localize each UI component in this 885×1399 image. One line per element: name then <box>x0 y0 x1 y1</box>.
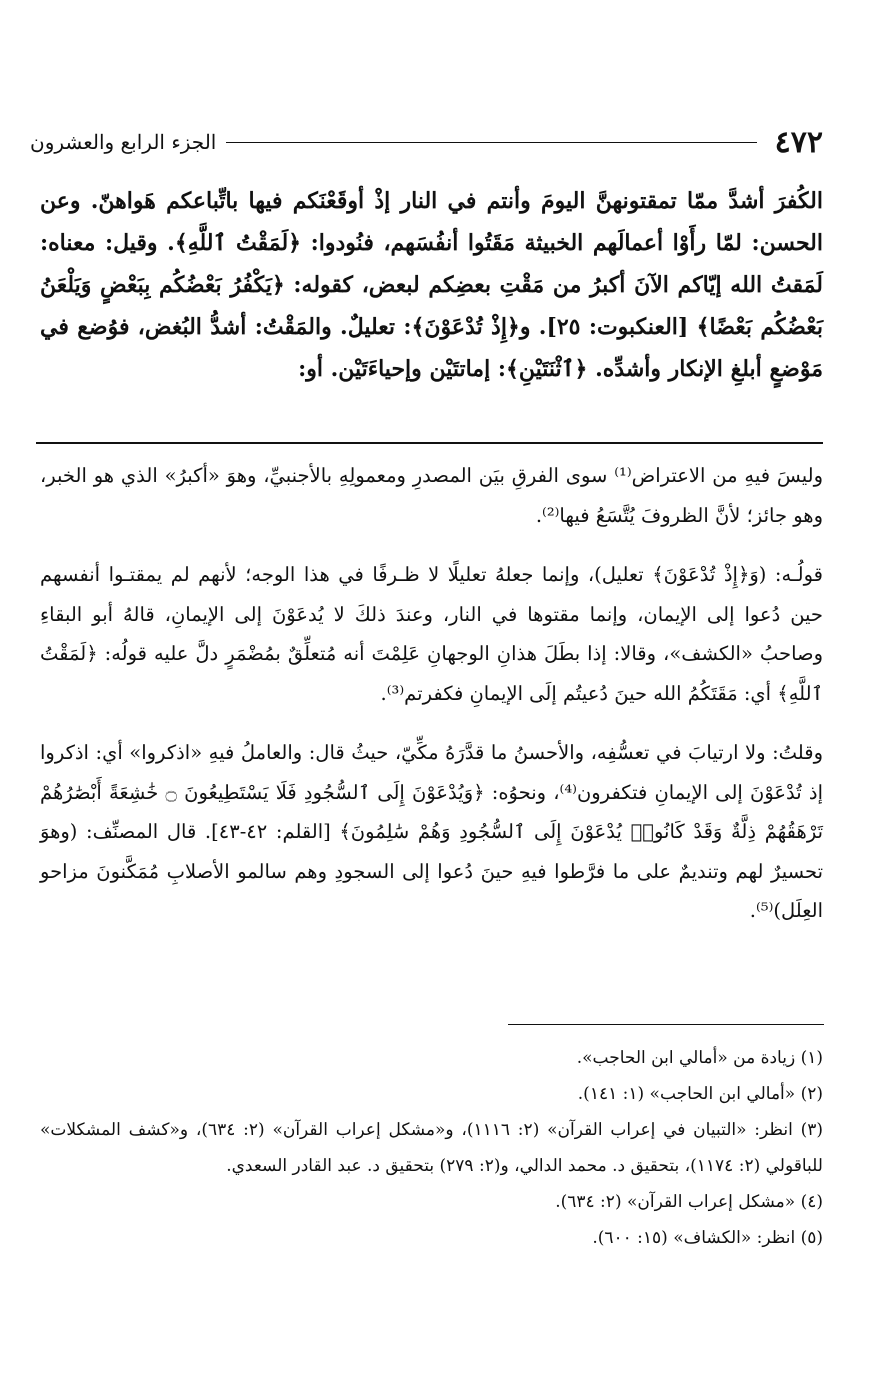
commentary <box>40 456 823 931</box>
page-header <box>30 124 823 160</box>
main-text-divider <box>36 442 823 444</box>
header-rule <box>226 142 756 143</box>
running-title: الجزء الرابع والعشرون <box>30 130 217 154</box>
commentary-paragraph-2: قولُـه: (وَ﴿إِذْ تُدْعَوْنَ﴾ تعليل)، وإنما جعلهُ تعليلًا لا ظـرفًا في هذا الوجه؛ لأنهم لم يمقتـوا أنفسهم حين دُعوا إلى الإيمان، وإنما مقتوها في النار، وعندَ ذلكَ لا يُدعَوْنَ إلى الإيمانِ، قالهُ أبو البقاءِ وصاحبُ «الكشف»، وقالا: إذا بطَلَ هذانِ الوجهانِ عَلِمْتَ أنه مُتعلِّقٌ بمُضْمَرٍ دلَّ عليه قولُه: ﴿لَمَقْتُ ٱللَّهِ﴾ أي: مَقَتَكُمُ الله حينَ دُعيتُم إلَى الإيمانِ فكفرتم⁽³⁾. <box>40 563 823 705</box>
page-number: ٤٧٢ <box>774 124 823 160</box>
footnote-3: (٣) انظر: «التبيان في إعراب القرآن» (٢: ١١١٦)، و«مشكل إعراب القرآن» (٢: ٦٣٤)، و«كشف المشكلات» للباقولي (٢: ١١٧٤)، بتحقيق د. محمد الدالي، و(٢: ٢٧٩) بتحقيق د. عبد القادر السعدي. <box>40 1120 824 1176</box>
main-paragraph: الكُفرَ أشدَّ ممّا تمقتونهنَّ اليومَ وأنتم في النار إذْ أوقَعْنَكم فيها باتِّباعكم هَواهنّ. وعن الحسن: لمّا رأَوْا أعمالَهم الخبيثة مَقَتُوا أنفُسَهم، فنُودوا: ﴿لَمَقْتُ ٱللَّهِ﴾. وقيل: معناه: لَمَقتُ الله إيّاكم الآنَ أكبرُ من مَقْتِ بعضِكم لبعض، كقوله: ﴿يَكْفُرُ بَعْضُكُم بِبَعْضٍ وَيَلْعَنُ بَعْضُكُم بَعْضًا﴾ [العنكبوت: ٢٥]. و﴿إِذْ تُدْعَوْنَ﴾: تعليلٌ. والمَقْتُ: أشدُّ البُغض، فوُضع في مَوْضعٍ أبلغِ الإنكار وأشدِّه. ﴿ٱثْنَتَيْنِ﴾: إماتتَيْن وإحياءَتَيْن. أو: <box>40 188 823 382</box>
footnote-4: (٤) «مشكل إعراب القرآن» (٢: ٦٣٤). <box>555 1192 823 1212</box>
footnote-1: (١) زيادة من «أمالي ابن الحاجب». <box>576 1048 823 1068</box>
commentary-paragraph-3: وقلتُ: ولا ارتيابَ في تعسُّفِه، والأحسنُ ما قدَّرَهُ مكِّيّ، حيثُ قال: والعاملُ فيهِ «اذكروا» أي: اذكروا إذ تُدْعَوْنَ إلى الإيمانِ فتكفرون⁽⁴⁾، ونحوُه: ﴿وَيُدْعَوْنَ إِلَى ٱلسُّجُودِ فَلَا يَسْتَطِيعُونَ ۝ خَٰشِعَةً أَبْصَٰرُهُمْ تَرْهَقُهُمْ ذِلَّةٌ وَقَدْ كَانُوا۟ يُدْعَوْنَ إِلَى ٱلسُّجُودِ وَهُمْ سَٰلِمُونَ﴾ [القلم: ٤٢-٤٣]. قال المصنِّف: (وهوَ تحسيرٌ لهم وتنديمٌ على ما فرَّطوا فيهِ حينَ دُعوا إلى السجودِ وهم سالمو الأصلابِ مُمَكَّنونَ مزاحو العِلَل)⁽⁵⁾. <box>40 741 824 922</box>
footnote-2: (٢) «أمالي ابن الحاجب» (١: ١٤١). <box>577 1084 823 1104</box>
footnote-divider <box>508 1024 824 1025</box>
commentary-paragraph-1: وليسَ فيهِ من الاعتراض⁽¹⁾ سوى الفرقِ بيَن المصدرِ ومعمولِهِ بالأجنبيِّ، وهوَ «أكبرُ» الذي هو الخبر، وهو جائز؛ لأنَّ الظروفَ يُتَّسَعُ فيها⁽²⁾. <box>40 464 824 527</box>
footnotes <box>40 1040 823 1256</box>
main-text <box>40 180 823 390</box>
footnote-5: (٥) انظر: «الكشاف» (١٥: ٦٠٠). <box>592 1228 823 1248</box>
